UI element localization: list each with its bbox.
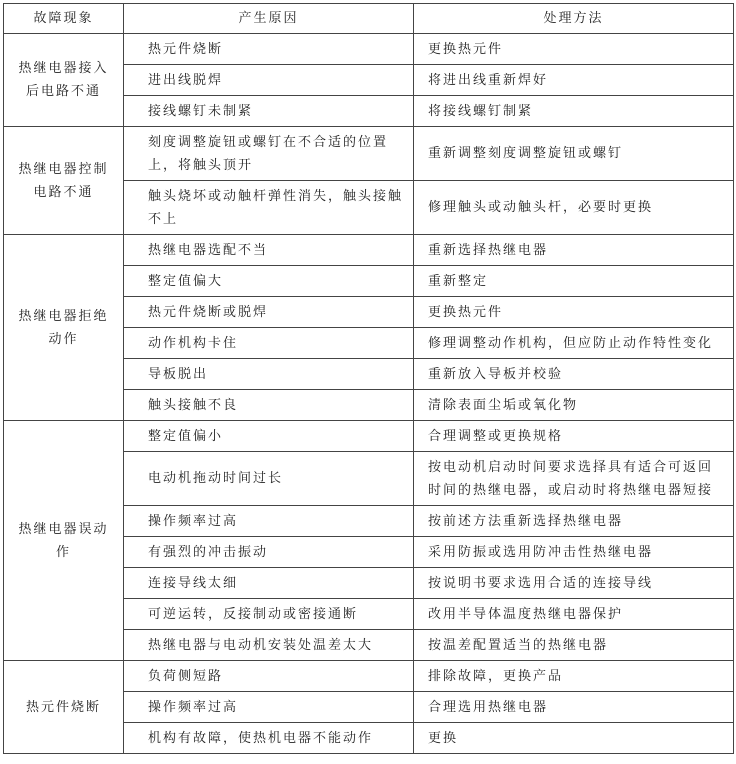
symptom-cell: 热继电器控制电路不通 (4, 127, 124, 235)
cause-cell: 电动机拖动时间过长 (124, 452, 414, 506)
header-row (4, 4, 734, 34)
cause-cell: 操作频率过高 (124, 692, 414, 723)
symptom-cell: 热继电器接入后电路不通 (4, 34, 124, 127)
table-row (4, 661, 734, 692)
cause-cell: 触头接触不良 (124, 390, 414, 421)
header-cause: 产生原因 (124, 4, 414, 34)
cause-cell: 触头烧坏或动触杆弹性消失，触头接触不上 (124, 181, 414, 235)
cause-cell: 可逆运转，反接制动或密接通断 (124, 599, 414, 630)
cause-cell: 操作频率过高 (124, 506, 414, 537)
table-row (4, 127, 734, 181)
cause-cell: 整定值偏小 (124, 421, 414, 452)
fix-cell: 重新调整刻度调整旋钮或螺钉 (414, 127, 734, 181)
cause-cell: 热元件烧断或脱焊 (124, 297, 414, 328)
fix-cell: 按电动机启动时间要求选择具有适合可返回时间的热继电器，或启动时将热继电器短接 (414, 452, 734, 506)
fix-cell: 重新整定 (414, 266, 734, 297)
fix-cell: 改用半导体温度热继电器保护 (414, 599, 734, 630)
fix-cell: 修理触头或动触头杆，必要时更换 (414, 181, 734, 235)
fix-cell: 更换 (414, 723, 734, 754)
fix-cell: 合理选用热继电器 (414, 692, 734, 723)
cause-cell: 负荷侧短路 (124, 661, 414, 692)
cause-cell: 有强烈的冲击振动 (124, 537, 414, 568)
fix-cell: 将接线螺钉制紧 (414, 96, 734, 127)
cause-cell: 进出线脱焊 (124, 65, 414, 96)
cause-cell: 热继电器与电动机安装处温差太大 (124, 630, 414, 661)
fix-cell: 合理调整或更换规格 (414, 421, 734, 452)
header-symptom: 故障现象 (4, 4, 124, 34)
symptom-cell: 热元件烧断 (4, 661, 124, 754)
table-row (4, 235, 734, 266)
cause-cell: 导板脱出 (124, 359, 414, 390)
table-row (4, 34, 734, 65)
fix-cell: 将进出线重新焊好 (414, 65, 734, 96)
cause-cell: 刻度调整旋钮或螺钉在不合适的位置上，将触头顶开 (124, 127, 414, 181)
table-header (4, 4, 734, 34)
symptom-cell: 热继电器拒绝动作 (4, 235, 124, 421)
fault-table (3, 3, 734, 754)
fix-cell: 排除故障，更换产品 (414, 661, 734, 692)
fix-cell: 按说明书要求选用合适的连接导线 (414, 568, 734, 599)
cause-cell: 整定值偏大 (124, 266, 414, 297)
fix-cell: 按温差配置适当的热继电器 (414, 630, 734, 661)
table-row (4, 421, 734, 452)
fix-cell: 重新选择热继电器 (414, 235, 734, 266)
fix-cell: 修理调整动作机构，但应防止动作特性变化 (414, 328, 734, 359)
fix-cell: 重新放入导板并校验 (414, 359, 734, 390)
header-fix: 处理方法 (414, 4, 734, 34)
cause-cell: 连接导线太细 (124, 568, 414, 599)
symptom-cell: 热继电器误动作 (4, 421, 124, 661)
cause-cell: 机构有故障，使热机电器不能动作 (124, 723, 414, 754)
fix-cell: 更换热元件 (414, 297, 734, 328)
cause-cell: 动作机构卡住 (124, 328, 414, 359)
fix-cell: 更换热元件 (414, 34, 734, 65)
fix-cell: 采用防振或选用防冲击性热继电器 (414, 537, 734, 568)
fix-cell: 清除表面尘垢或氧化物 (414, 390, 734, 421)
fix-cell: 按前述方法重新选择热继电器 (414, 506, 734, 537)
cause-cell: 热继电器选配不当 (124, 235, 414, 266)
cause-cell: 热元件烧断 (124, 34, 414, 65)
table-body (4, 34, 734, 754)
cause-cell: 接线螺钉未制紧 (124, 96, 414, 127)
